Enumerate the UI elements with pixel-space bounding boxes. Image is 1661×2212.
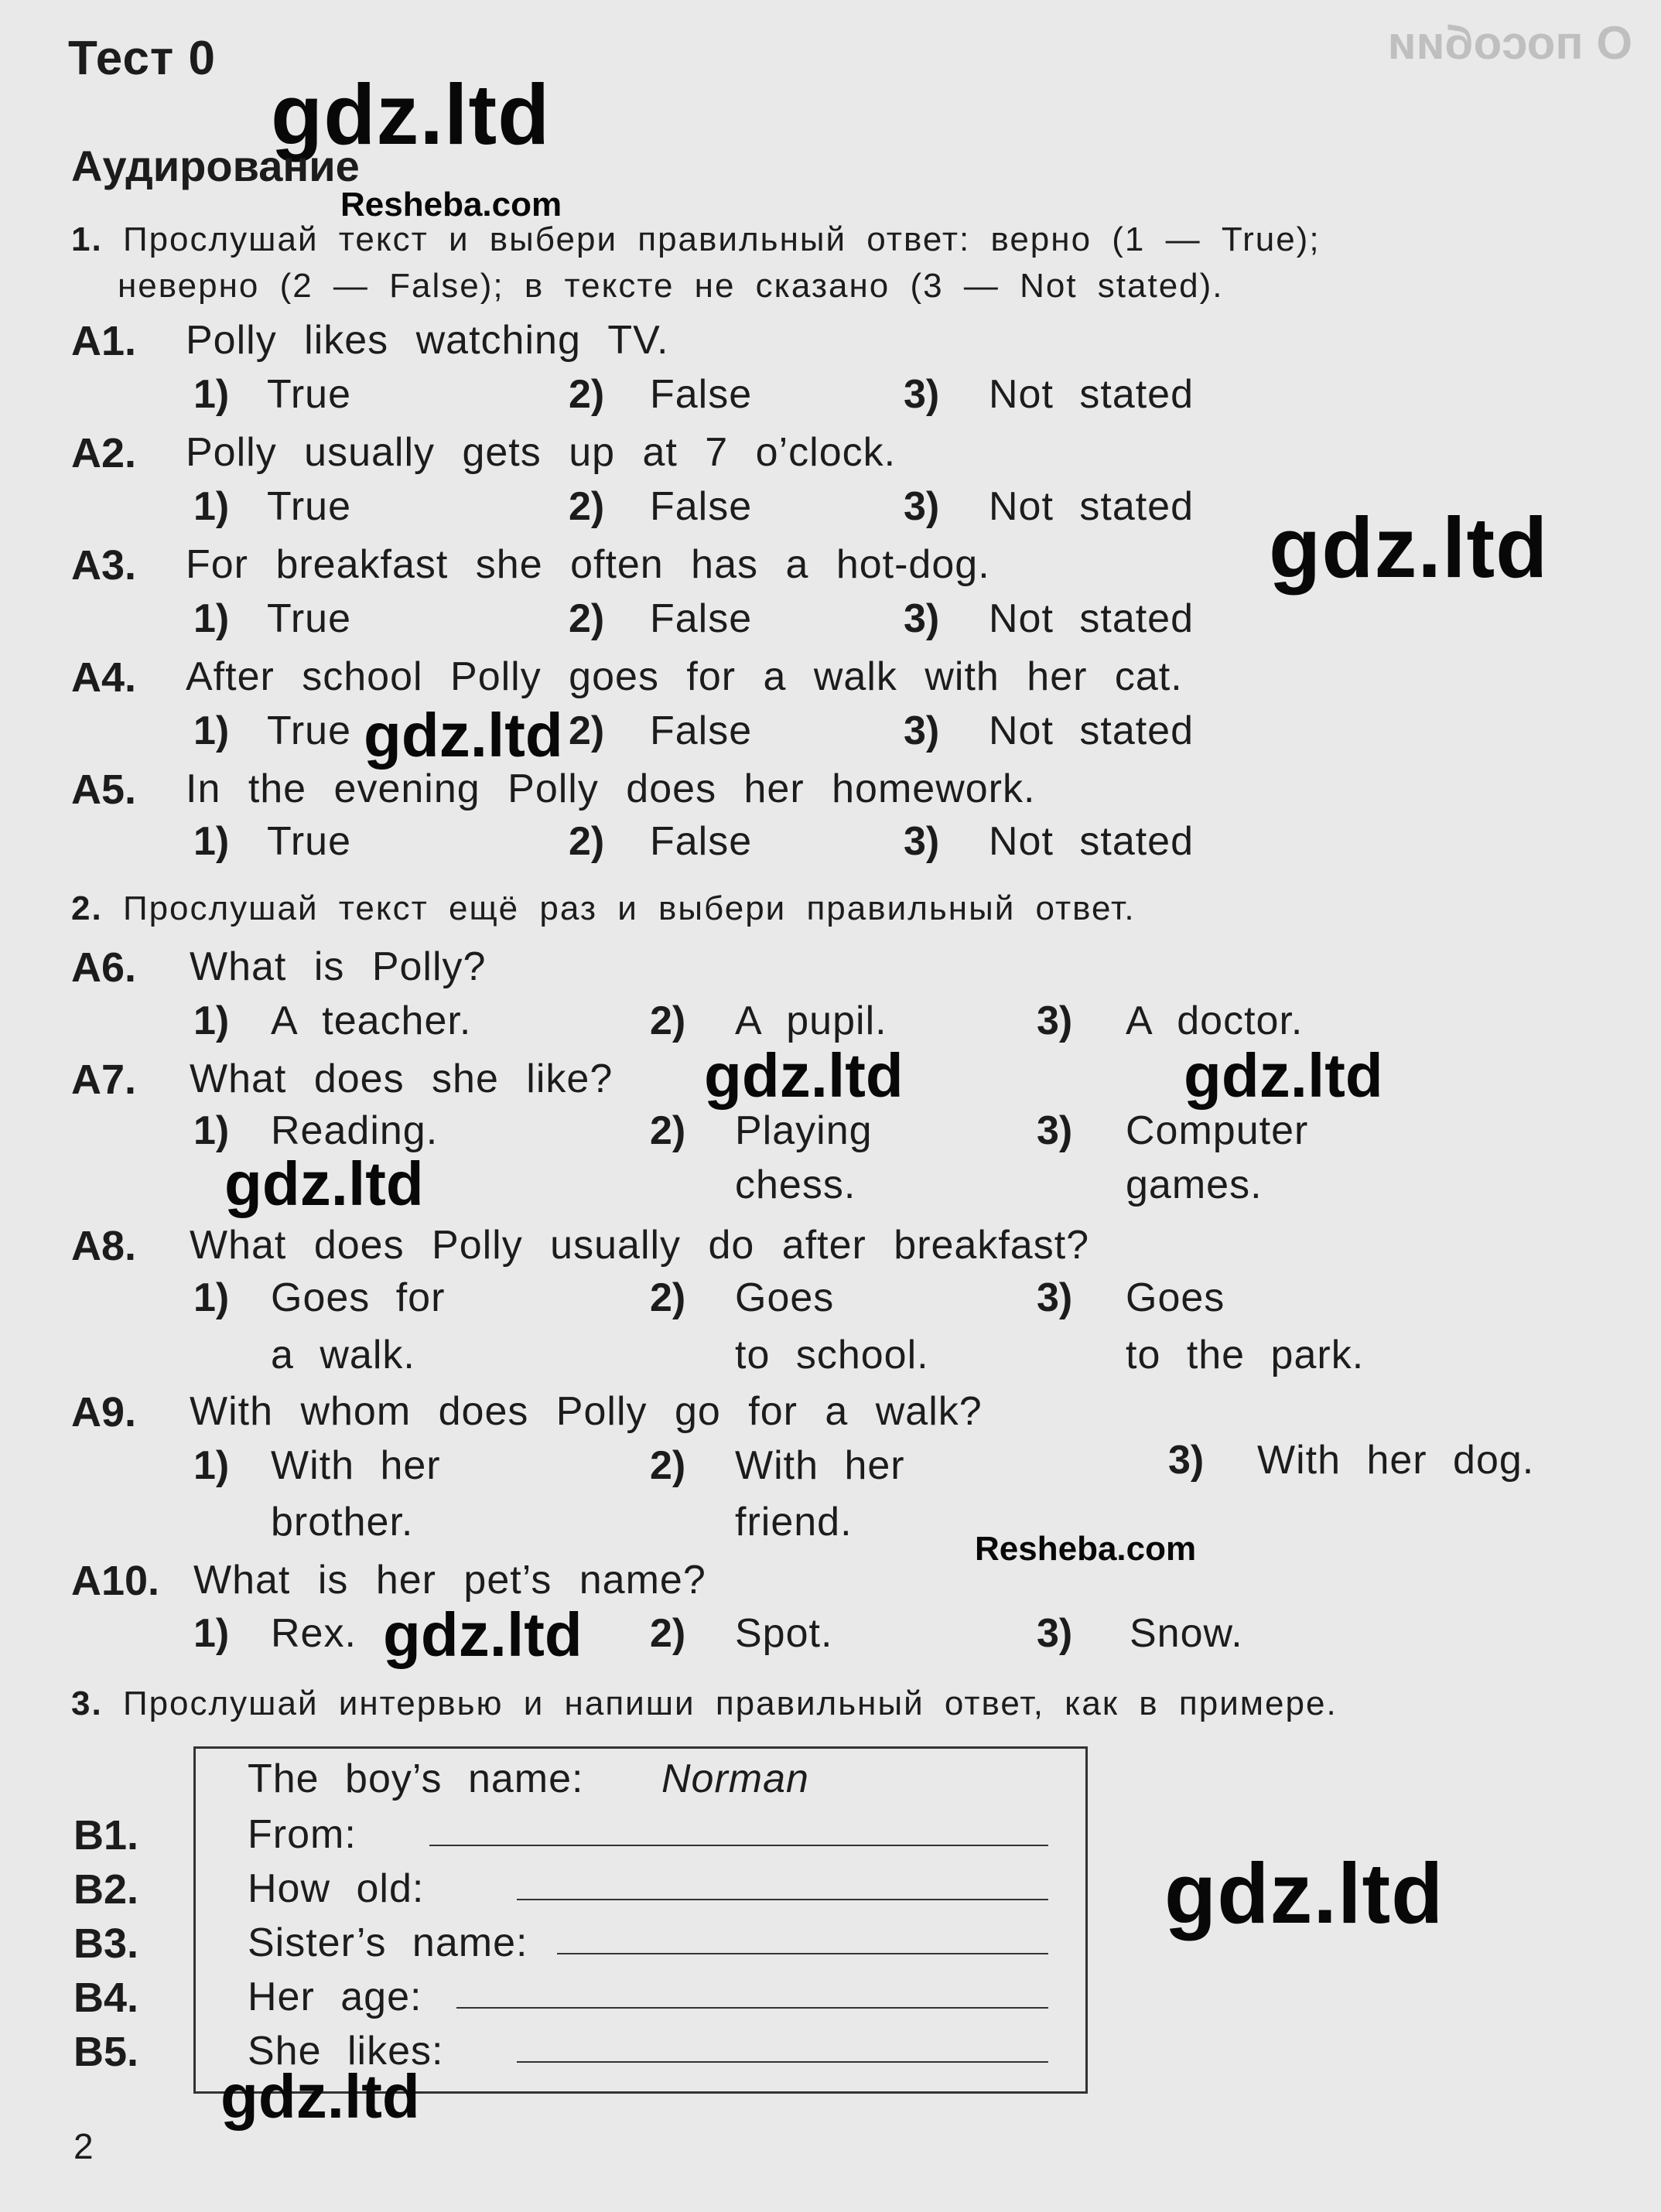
question-number: A9. [71,1389,137,1435]
bleed-title: О пособии [1387,17,1632,69]
watermark-gdz-4: gdz.ltd [704,1041,904,1110]
option-text: True [267,819,351,864]
task2-instruction [71,889,1136,928]
b-question-label: Sister’s name: [248,1920,528,1965]
option-text: A teacher. [271,998,472,1043]
example-label: The boy’s name: [248,1756,584,1801]
option-number: 1) [193,484,230,529]
answer-line-she-likes[interactable] [517,2061,1048,2063]
option-text: Goes for [271,1275,446,1320]
question-number: A8. [71,1223,137,1269]
option-text: Not stated [989,372,1194,417]
option-text: to the park. [1126,1333,1365,1377]
b-question-number: B2. [73,1866,139,1913]
watermark-resheba-2: Resheba.com [975,1530,1197,1568]
question-text: For breakfast she often has a hot-dog. [186,542,990,587]
question-number: A3. [71,542,137,589]
b-question-number: B3. [73,1920,139,1967]
option-number: 1) [193,372,230,417]
b-question-number: B4. [73,1975,139,2021]
watermark-gdz-1: gdz.ltd [271,67,551,162]
option-text: Rex. [271,1611,357,1656]
option-number: 3) [1037,1611,1073,1656]
option-number: 1) [193,1611,230,1656]
b-question-label: She likes: [248,2029,444,2074]
task1-number: 1. [71,220,103,258]
option-text: With her [735,1443,905,1488]
option-text: brother. [271,1500,414,1545]
option-number: 3) [904,372,940,417]
option-text: Goes [735,1275,835,1320]
option-text: friend. [735,1500,853,1545]
question-text: What is her pet’s name? [193,1558,706,1603]
question-text: After school Polly goes for a walk with her cat. [186,654,1183,699]
option-text: False [650,819,753,864]
b-question-label: How old: [248,1866,425,1911]
option-number: 3) [904,596,940,641]
task2-text: Прослушай текст ещё раз и выбери правильный ответ. [122,889,1136,927]
option-number: 2) [650,1611,686,1656]
task3-text: Прослушай интервью и напиши правильный ответ, как в примере. [122,1685,1338,1722]
b-question-label: From: [248,1812,357,1857]
page-number: 2 [73,2126,94,2166]
question-text: In the evening Polly does her homework. [186,766,1036,811]
question-number: A6. [71,944,137,991]
option-text: Reading. [271,1108,439,1153]
task3-instruction [71,1685,1338,1723]
option-text: With her [271,1443,441,1488]
option-text: Playing [735,1108,873,1153]
question-number: A2. [71,430,137,476]
question-number: A5. [71,766,137,813]
option-text: True [267,596,351,641]
option-number: 3) [904,484,940,529]
option-number: 2) [650,998,686,1043]
watermark-gdz-3: gdz.ltd [364,701,563,770]
option-text: True [267,372,351,417]
option-number: 1) [193,1108,230,1153]
b-question-number: B5. [73,2029,139,2075]
option-number: 1) [193,1443,230,1488]
bleed-through-text [62,15,1632,71]
watermark-gdz-9: gdz.ltd [220,2062,420,2131]
example-value: Norman [661,1756,809,1801]
option-text: False [650,708,753,753]
b-question-number: B1. [73,1812,139,1859]
option-text: False [650,484,753,529]
test-title: Тест 0 [68,32,217,85]
task1-instruction-line1 [71,220,1321,259]
option-text: a walk. [271,1333,415,1377]
option-number: 2) [569,819,605,864]
option-number: 2) [569,372,605,417]
option-number: 2) [569,596,605,641]
option-text: With her dog. [1257,1438,1535,1483]
option-number: 1) [193,1275,230,1320]
task1-text-line1: Прослушай текст и выбери правильный ответ: верно (1 — True); [122,220,1321,258]
option-number: 1) [193,819,230,864]
option-text: chess. [735,1162,856,1207]
option-number: 2) [569,708,605,753]
option-text: Snow. [1130,1611,1243,1656]
section-title: Аудирование [71,142,360,190]
option-number: 2) [650,1443,686,1488]
watermark-gdz-2: gdz.ltd [1269,500,1549,596]
option-number: 3) [904,708,940,753]
option-number: 1) [193,708,230,753]
question-number: A4. [71,654,137,701]
task3-number: 3. [71,1685,103,1722]
option-text: False [650,596,753,641]
question-number: A10. [71,1558,160,1604]
option-number: 3) [904,819,940,864]
question-text: Polly usually gets up at 7 o’clock. [186,430,897,475]
watermark-resheba-1: Resheba.com [340,186,562,224]
watermark-gdz-5: gdz.ltd [1184,1041,1383,1110]
question-text: With whom does Polly go for a walk? [190,1389,983,1434]
option-number: 1) [193,998,230,1043]
option-text: A pupil. [735,998,887,1043]
watermark-gdz-6: gdz.ltd [224,1149,424,1218]
question-text: What is Polly? [190,944,487,989]
question-text: Polly likes watching TV. [186,318,669,363]
option-number: 3) [1037,998,1073,1043]
option-text: True [267,708,351,753]
question-number: A1. [71,318,137,364]
task1-text-line2: неверно (2 — False); в тексте не сказано (3 — Not stated). [118,267,1224,305]
option-number: 3) [1168,1438,1205,1483]
answer-line-sister-name[interactable] [557,1953,1048,1954]
option-text: Not stated [989,708,1194,753]
b-question-label: Her age: [248,1975,422,2019]
option-number: 2) [650,1108,686,1153]
option-number: 1) [193,596,230,641]
question-number: A7. [71,1057,137,1103]
option-number: 2) [569,484,605,529]
watermark-gdz-8: gdz.ltd [1164,1846,1444,1941]
answer-line-from[interactable] [429,1845,1048,1846]
option-text: Spot. [735,1611,833,1656]
option-text: Not stated [989,484,1194,529]
option-text: to school. [735,1333,929,1377]
option-text: Computer [1126,1108,1309,1153]
option-text: A doctor. [1126,998,1304,1043]
answer-line-how-old[interactable] [517,1899,1048,1900]
question-text: What does she like? [190,1057,613,1101]
option-text: Not stated [989,596,1194,641]
answer-line-her-age[interactable] [456,2007,1048,2009]
option-text: Not stated [989,819,1194,864]
option-text: games. [1126,1162,1263,1207]
option-number: 3) [1037,1108,1073,1153]
option-text: Goes [1126,1275,1225,1320]
option-text: True [267,484,351,529]
option-number: 2) [650,1275,686,1320]
task2-number: 2. [71,889,103,927]
watermark-gdz-7: gdz.ltd [383,1600,583,1669]
option-text: False [650,372,753,417]
question-text: What does Polly usually do after breakfast? [190,1223,1090,1268]
option-number: 3) [1037,1275,1073,1320]
